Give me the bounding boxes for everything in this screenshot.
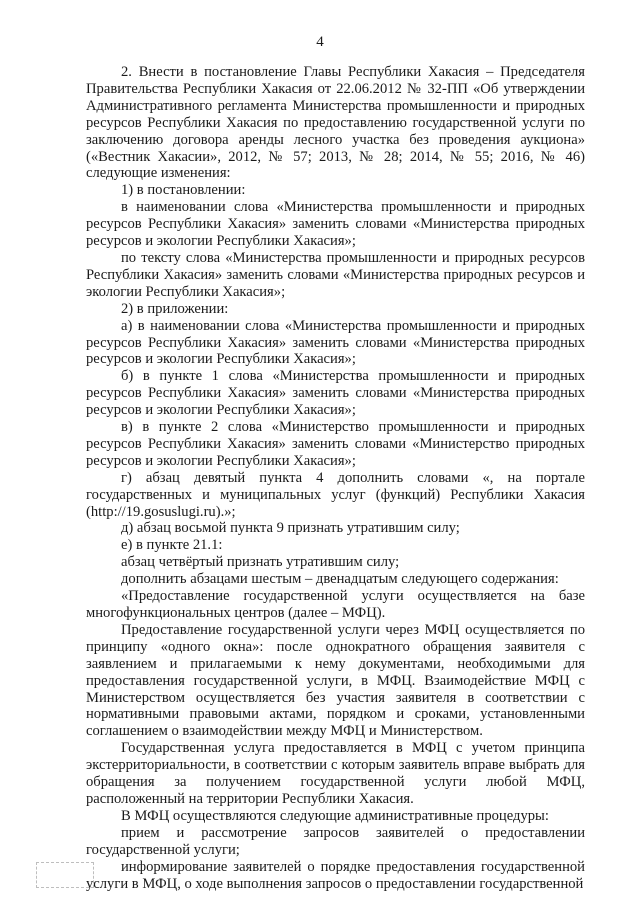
page-number: 4 xyxy=(316,34,324,50)
paragraph: 1) в постановлении: xyxy=(121,182,246,199)
paragraph: абзац четвёртый признать утратившим силу; xyxy=(121,554,400,571)
paragraph: дополнить абзацами шестым – двенадцатым следующего содержания: xyxy=(121,571,559,588)
paragraph: Государственная услуга предоставляется в МФЦ с учетом принципа экстерриториальности, в соответствии с которым заявитель вправе выбрать для обращения за получением государственной услуги любой МФЦ, расположенный на территории Республики Хакасия. xyxy=(86,740,585,807)
paragraph: по тексту слова «Министерства промышленности и природных ресурсов Республики Хакасия» заменить словами «Министерства природных ресурсов и экологии Республики Хакасия»; xyxy=(86,249,585,300)
scan-stamp-mark xyxy=(36,862,94,888)
paragraph: «Предоставление государственной услуги осуществляется на базе многофункциональных центров (далее – МФЦ). xyxy=(86,588,585,621)
paragraph: а) в наименовании слова «Министерства промышленности и природных ресурсов Республики Хакасия» заменить словами «Министерства природных ресурсов и экологии Республики Хакасия»; xyxy=(86,317,585,368)
document-body xyxy=(86,64,585,892)
paragraph: е) в пункте 21.1: xyxy=(121,537,223,554)
paragraph: б) в пункте 1 слова «Министерства промышленности и природных ресурсов Республики Хакасия» заменить словами «Министерства природных ресурсов и экологии Республики Хакасия»; xyxy=(86,368,585,419)
paragraph: прием и рассмотрение запросов заявителей о предоставлении государственной услуги; xyxy=(86,824,585,858)
paragraph: в) в пункте 2 слова «Министерство промышленности и природных ресурсов Республики Хакасия» заменить словами «Министерство природных ресурсов и экологии Республики Хакасия»; xyxy=(86,419,585,469)
paragraph: 2) в приложении: xyxy=(121,300,229,317)
paragraph: информирование заявителей о порядке предоставления государственной услуги в МФЦ, о ходе выполнения запросов о предоставлении государственной xyxy=(86,858,585,892)
paragraph: В МФЦ осуществляются следующие административные процедуры: xyxy=(121,807,549,824)
paragraph: д) абзац восьмой пункта 9 признать утратившим силу; xyxy=(121,520,460,537)
paragraph: в наименовании слова «Министерства промышленности и природных ресурсов Республики Хакасия» заменить словами «Министерства природных ресурсов и экологии Республики Хакасия»; xyxy=(86,199,585,250)
paragraph: г) абзац девятый пункта 4 дополнить словами «, на портале государственных и муниципальных услуг (функций) Республики Хакасия (http://19.gosuslugi.ru).»; xyxy=(86,469,585,520)
paragraph: 2. Внести в постановление Главы Республики Хакасия – Председателя Правительства Республики Хакасия от 22.06.2012 № 32-ПП «Об утверждении Административного регламента Министерства промышленности и природных ресурсов Республики Хакасия по предоставлению государственной услуги по заключению договора аренды лесного участка без проведения аукциона» («Вестник Хакасии», 2012, № 57; 2013, № 28; 2014, № 55; 2016, № 46) следующие изменения: xyxy=(86,64,585,182)
paragraph: Предоставление государственной услуги через МФЦ осуществляется по принципу «одного окна»: после однократного обращения заявителя с заявлением и прилагаемыми к нему документами, необходимыми для предоставления государственной услуги, в МФЦ. Взаимодействие МФЦ с Министерством осуществляется без участия заявителя в соответствии с нормативными правовыми актами, порядком и сроками, установленными соглашением о взаимодействии между МФЦ и Министерством. xyxy=(86,621,585,740)
